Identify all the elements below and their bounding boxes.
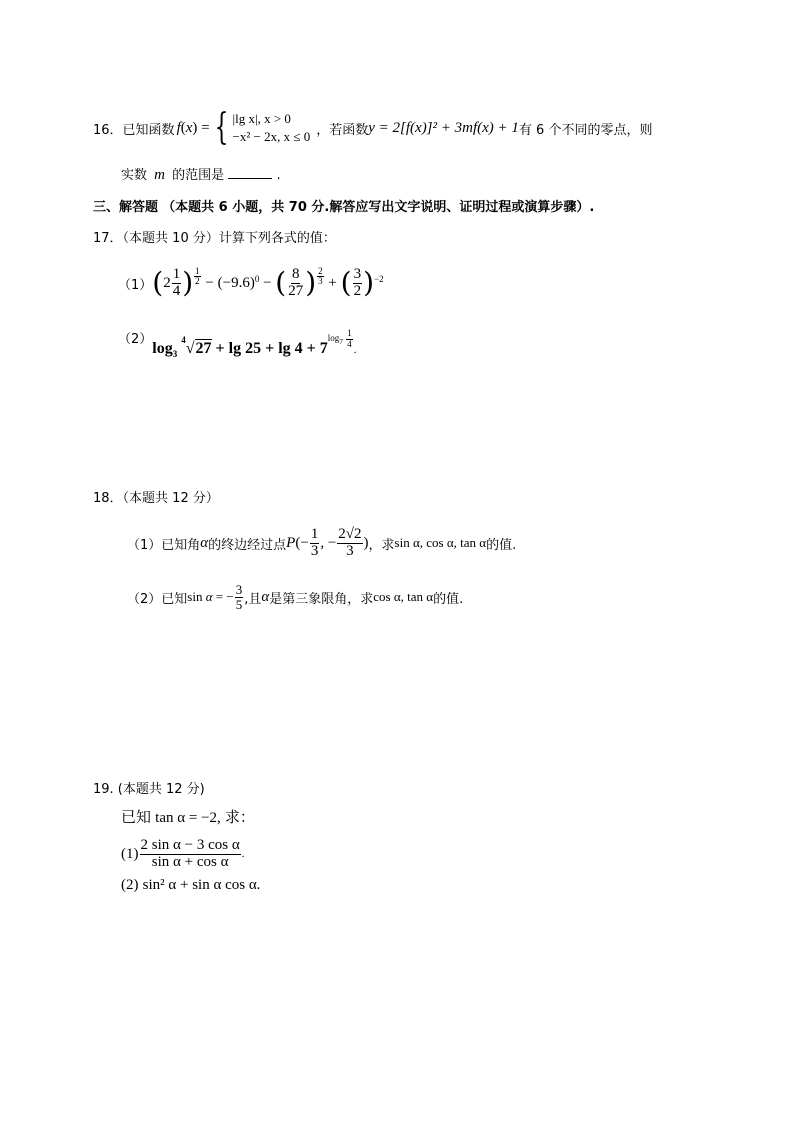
q16-line2 — [121, 164, 281, 184]
q16-func-arg: (x) = — [180, 119, 210, 136]
q18-p2-mid2: 是第三象限角，求 — [269, 591, 374, 607]
q19-part2 — [121, 877, 260, 894]
q16-brace: { — [214, 107, 228, 148]
q18-part1 — [127, 521, 516, 565]
q16-number: 16． — [93, 122, 123, 138]
q19-given-line — [121, 806, 255, 827]
q18-p1-label: （1）已知角 — [127, 537, 201, 553]
q19-given-lead: 已知 — [121, 808, 152, 826]
q16-cases — [233, 110, 311, 146]
q17-part2 — [118, 328, 357, 362]
q17-p2-end: . — [353, 344, 357, 357]
q17-p1-expr: ( 2 $\frac{1}{4}$ ) $\frac{1}{2}$ − (−9.6) 0 − ( $\frac{8}{27}$ ) $\frac{2}{3}$ + ( $\frac{3}{2}$ ) −2 — [152, 265, 384, 299]
q16-line2-tail: 的范围是 — [172, 168, 225, 183]
q19-given: tan α = −2, — [155, 810, 221, 826]
section3-note: （本题共 6 小题，共 70 分.解答应写出文字说明、证明过程或演算步骤）. — [162, 200, 595, 215]
q19-p1-end: . — [241, 848, 245, 860]
q16-answer-blank[interactable] — [228, 167, 272, 179]
q16-line1 — [93, 108, 652, 148]
q18-p1-tail: ，求 — [368, 537, 395, 553]
q16-end: . — [276, 168, 281, 183]
q16-mid: ，若函数 — [316, 122, 369, 138]
q19-p1-label: (1) — [121, 845, 139, 862]
q19-given-tail: 求： — [224, 808, 255, 826]
q16-func-name: f — [176, 119, 181, 136]
section3-heading-line — [93, 196, 594, 215]
q16-piece1: |lg x|, x > 0 — [232, 111, 291, 126]
q17-p2-label: （2） — [118, 331, 153, 347]
q19-p1-denominator: sin α + cos α — [151, 853, 229, 870]
q19-p2-label: (2) — [121, 877, 139, 893]
q16-tail: 有 6 个不同的零点，则 — [518, 122, 653, 138]
q18-p2-end: 的值. — [433, 591, 464, 607]
q17-part1 — [118, 258, 384, 308]
alpha-symbol: α — [261, 588, 270, 605]
q18-point: P (− $\frac{1}{3}$ , − $\frac{2√2}{3}$ ) — [286, 525, 369, 559]
q19-title: 19. (本题共 12 分) — [93, 782, 205, 797]
q19-p1-numerator: 2 sin α − 3 cos α — [140, 836, 240, 853]
q18-p1-end: 的值. — [486, 537, 517, 553]
q19-p2-expr: sin² α + sin α cos α. — [142, 877, 261, 893]
q18-part2 — [127, 576, 463, 618]
q19-part1 — [121, 833, 244, 875]
q18-p1-mid: 的终边经过点 — [208, 537, 287, 553]
q18-p2-label: （2）已知 — [127, 591, 188, 607]
q16-line2-lead: 实数 — [121, 168, 148, 183]
q16-lead: 已知函数 — [122, 122, 175, 138]
q16-piece2: −x² − 2x, x ≤ 0 — [232, 129, 311, 144]
q18-p2-given: sin α = − $\frac{3}{5}$ — [187, 581, 243, 612]
q17-p2-expr: $\log_3 ^4√27 + \lg 25 + \lg 4 + 7^{log_7 \frac{1}{4}}$ . — [152, 328, 357, 360]
q17-title: 17．（本题共 10 分）计算下列各式的值： — [93, 231, 336, 246]
q16-expr: y = 2[f(x)]² + 3mf(x) + 1 — [368, 119, 519, 136]
q18-title: 18．（本题共 12 分） — [93, 491, 219, 506]
section3-heading: 三、解答题 — [93, 200, 159, 215]
alpha-symbol: α — [200, 534, 209, 551]
q19-p1-fraction — [140, 838, 241, 871]
q18-p2-funcs: cos α, tan α — [373, 589, 434, 604]
q17-p1-label: （1） — [118, 277, 153, 293]
q16-var-m: m — [154, 167, 165, 183]
q18-p2-mid: ,且 — [244, 591, 262, 607]
q18-p1-funcs: sin α, cos α, tan α — [394, 535, 487, 550]
